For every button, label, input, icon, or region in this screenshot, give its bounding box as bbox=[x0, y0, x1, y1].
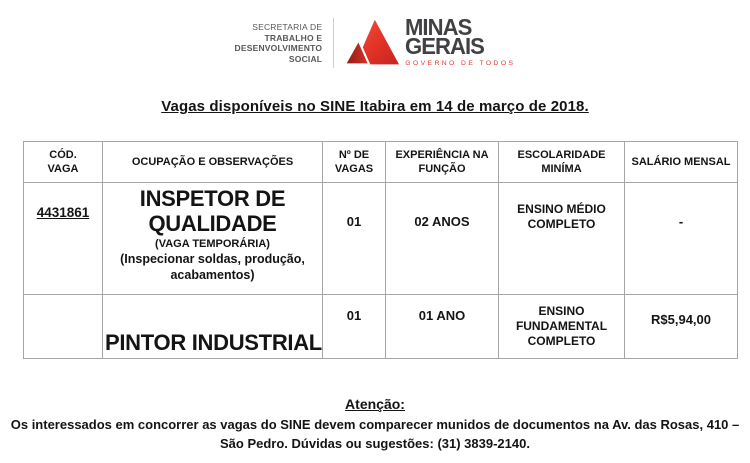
column-header-ocupacao bbox=[103, 142, 323, 183]
cell-codigo-vaga bbox=[24, 183, 103, 295]
vacancies-table bbox=[23, 141, 738, 359]
header-line: EXPERIÊNCIA NA bbox=[395, 149, 489, 161]
header-line: CÓD. bbox=[49, 149, 77, 161]
secretariat-line: TRABALHO E bbox=[264, 32, 323, 43]
header-line: FUNÇÃO bbox=[418, 163, 466, 175]
cell-escolaridade: ENSINO MÉDIO COMPLETO bbox=[499, 183, 625, 295]
cell-num-vagas: 01 bbox=[323, 295, 386, 359]
government-header bbox=[0, 0, 750, 70]
header-line: OCUPAÇÃO E OBSERVAÇÕES bbox=[131, 156, 294, 168]
table-row-pintor bbox=[24, 295, 738, 359]
cell-experiencia: 02 ANOS bbox=[386, 183, 499, 295]
governo-de-todos-tagline: GOVERNO DE TODOS bbox=[405, 60, 516, 67]
attention-heading: Atenção: bbox=[345, 396, 405, 412]
table-header-row bbox=[24, 142, 738, 183]
triangle-mountain-icon bbox=[344, 16, 400, 70]
minas-gerais-logo bbox=[344, 16, 515, 70]
header-divider bbox=[333, 18, 334, 68]
occupation-note: (Inspecionar soldas, produção, acabamentos) bbox=[120, 252, 305, 282]
vacancy-code: 4431861 bbox=[36, 205, 90, 220]
minas-gerais-wordmark bbox=[405, 16, 515, 67]
header-line: VAGA bbox=[47, 163, 79, 175]
occupation-note: (VAGA TEMPORÁRIA) bbox=[155, 238, 270, 250]
header-line: ESCOLARIDADE bbox=[517, 149, 606, 161]
occupation-title: PINTOR INDUSTRIAL bbox=[105, 330, 322, 355]
cell-ocupacao bbox=[103, 183, 323, 295]
footer-notice bbox=[0, 396, 750, 453]
cell-ocupacao bbox=[103, 295, 323, 359]
cell-experiencia: 01 ANO bbox=[386, 295, 499, 359]
wordmark-line: MINAS bbox=[405, 14, 472, 40]
occupation-title: INSPETOR DE QUALIDADE bbox=[139, 186, 286, 236]
cell-codigo-vaga bbox=[24, 295, 103, 359]
table-row-inspetor bbox=[24, 183, 738, 295]
cell-num-vagas: 01 bbox=[323, 183, 386, 295]
secretariat-name bbox=[235, 22, 323, 64]
cell-escolaridade: ENSINO FUNDAMENTAL COMPLETO bbox=[499, 295, 625, 359]
header-line: VAGAS bbox=[334, 163, 374, 175]
column-header-experiencia bbox=[386, 142, 499, 183]
wordmark-line: GERAIS bbox=[405, 33, 485, 59]
footer-instructions: Os interessados em concorrer as vagas do SINE devem comparecer munidos de documentos na Av. das Rosas, 410 – São Pedro. Dúvidas ou sugestões: (31) 3839-2140. bbox=[10, 417, 740, 451]
page-title: Vagas disponíveis no SINE Itabira em 14 de março de 2018. bbox=[161, 98, 589, 115]
secretariat-line: SECRETARIA DE bbox=[252, 22, 323, 32]
header-line: SALÁRIO MENSAL bbox=[631, 156, 731, 168]
cell-salario: - bbox=[625, 183, 738, 295]
cell-salario: R$5,94,00 bbox=[625, 295, 738, 359]
column-header-salario bbox=[625, 142, 738, 183]
secretariat-line: DESENVOLVIMENTO bbox=[234, 43, 323, 53]
column-header-num-vagas bbox=[323, 142, 386, 183]
header-line: Nº DE bbox=[338, 149, 370, 161]
secretariat-line: SOCIAL bbox=[288, 53, 323, 64]
header-line: MINÍMA bbox=[541, 163, 582, 175]
column-header-codigo-vaga bbox=[24, 142, 103, 183]
column-header-escolaridade bbox=[499, 142, 625, 183]
